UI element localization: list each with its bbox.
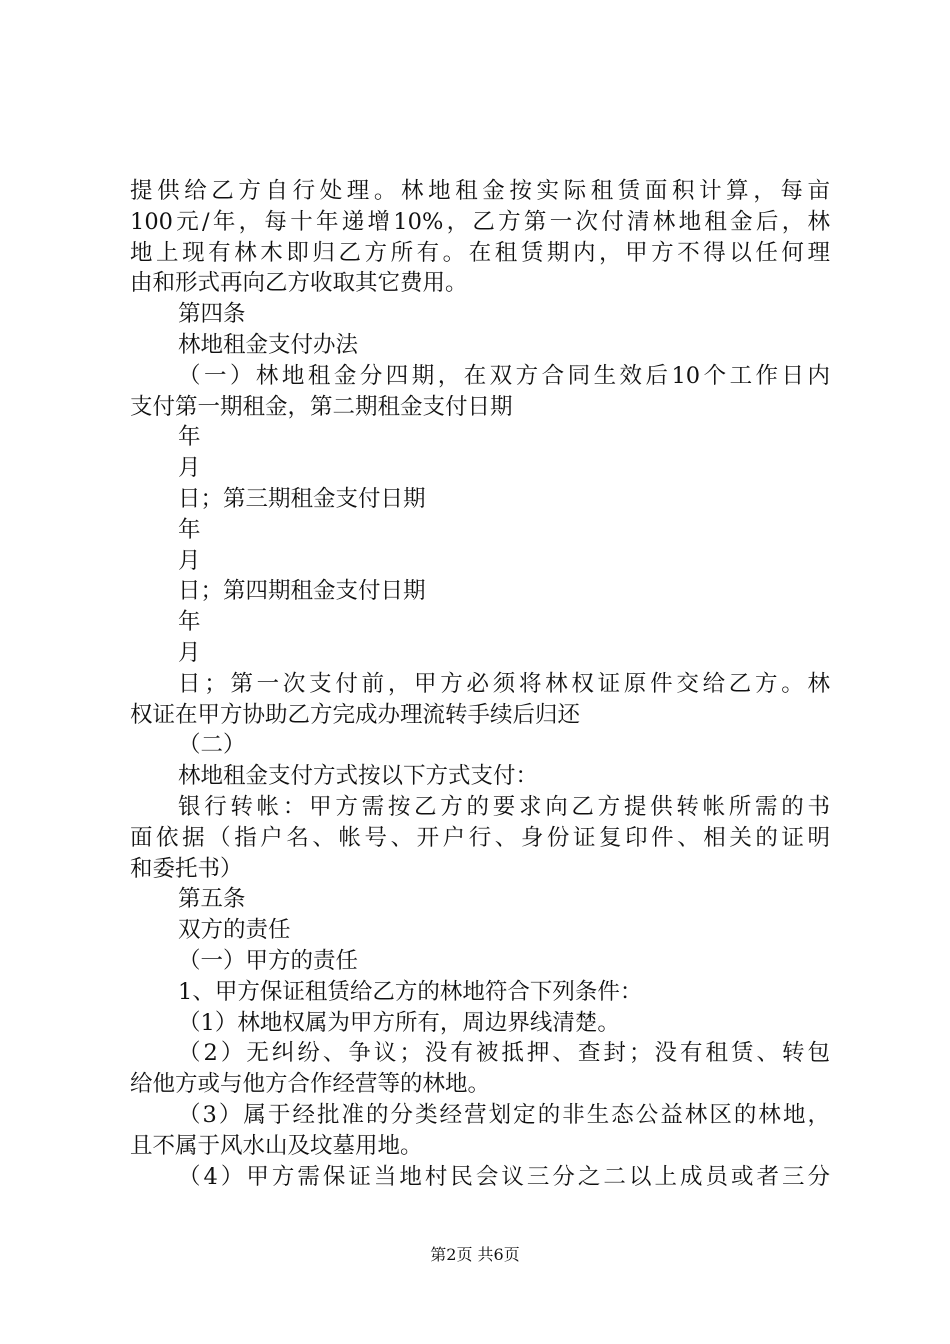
text-line: （4）甲方需保证当地村民会议三分之二以上成员或者三分	[178, 1163, 830, 1190]
text-line: （2）无纠纷、争议；没有被抵押、查封；没有租赁、转包	[178, 1040, 830, 1067]
text-line: 年	[178, 609, 201, 636]
text-line: （1）林地权属为甲方所有，周边界线清楚。	[178, 1009, 620, 1036]
text-line: 100元/年，每十年递增10%，乙方第一次付清林地租金后，林	[130, 208, 830, 235]
text-line: 提供给乙方自行处理。林地租金按实际租赁面积计算，每亩	[130, 178, 830, 204]
text-line: 月	[178, 639, 201, 666]
article-heading: 第五条	[178, 886, 246, 913]
text-line: 银行转帐：甲方需按乙方的要求向乙方提供转帐所需的书	[178, 793, 830, 820]
section-heading: （一）甲方的责任	[178, 947, 359, 974]
text-line: 面依据（指户名、帐号、开户行、身份证复印件、相关的证明	[130, 824, 830, 851]
text-line: 日；第一次支付前，甲方必须将林权证原件交给乙方。林	[178, 670, 830, 697]
text-line: 和委托书）	[130, 855, 243, 882]
text-line: 日；第三期租金支付日期	[178, 485, 426, 512]
text-line: 给他方或与他方合作经营等的林地。	[130, 1071, 491, 1098]
text-line: 地上现有林木即归乙方所有。在租赁期内，甲方不得以任何理	[130, 239, 830, 266]
page-number: 第2页 共6页	[430, 1245, 520, 1264]
article-title: 双方的责任	[178, 917, 291, 944]
text-line: 月	[178, 547, 201, 574]
text-line: （二）	[178, 732, 246, 759]
text-line: 年	[178, 424, 201, 451]
text-line: 且不属于风水山及坟墓用地。	[130, 1132, 423, 1159]
text-line: 由和形式再向乙方收取其它费用。	[130, 270, 468, 297]
text-line: 支付第一期租金，第二期租金支付日期	[130, 393, 513, 420]
text-line: 林地租金支付方式按以下方式支付：	[178, 763, 539, 790]
article-heading: 第四条	[178, 301, 246, 328]
text-line: 年	[178, 516, 201, 543]
text-line: （一）林地租金分四期，在双方合同生效后10个工作日内	[178, 362, 830, 389]
text-line: 日；第四期租金支付日期	[178, 578, 426, 605]
document-body	[130, 176, 830, 1192]
text-line: 权证在甲方协助乙方完成办理流转手续后归还	[130, 701, 581, 728]
article-title: 林地租金支付办法	[178, 331, 359, 358]
text-line: （3）属于经批准的分类经营划定的非生态公益林区的林地，	[178, 1101, 830, 1128]
text-line: 月	[178, 455, 201, 482]
text-line: 1、甲方保证租赁给乙方的林地符合下列条件：	[178, 978, 643, 1005]
